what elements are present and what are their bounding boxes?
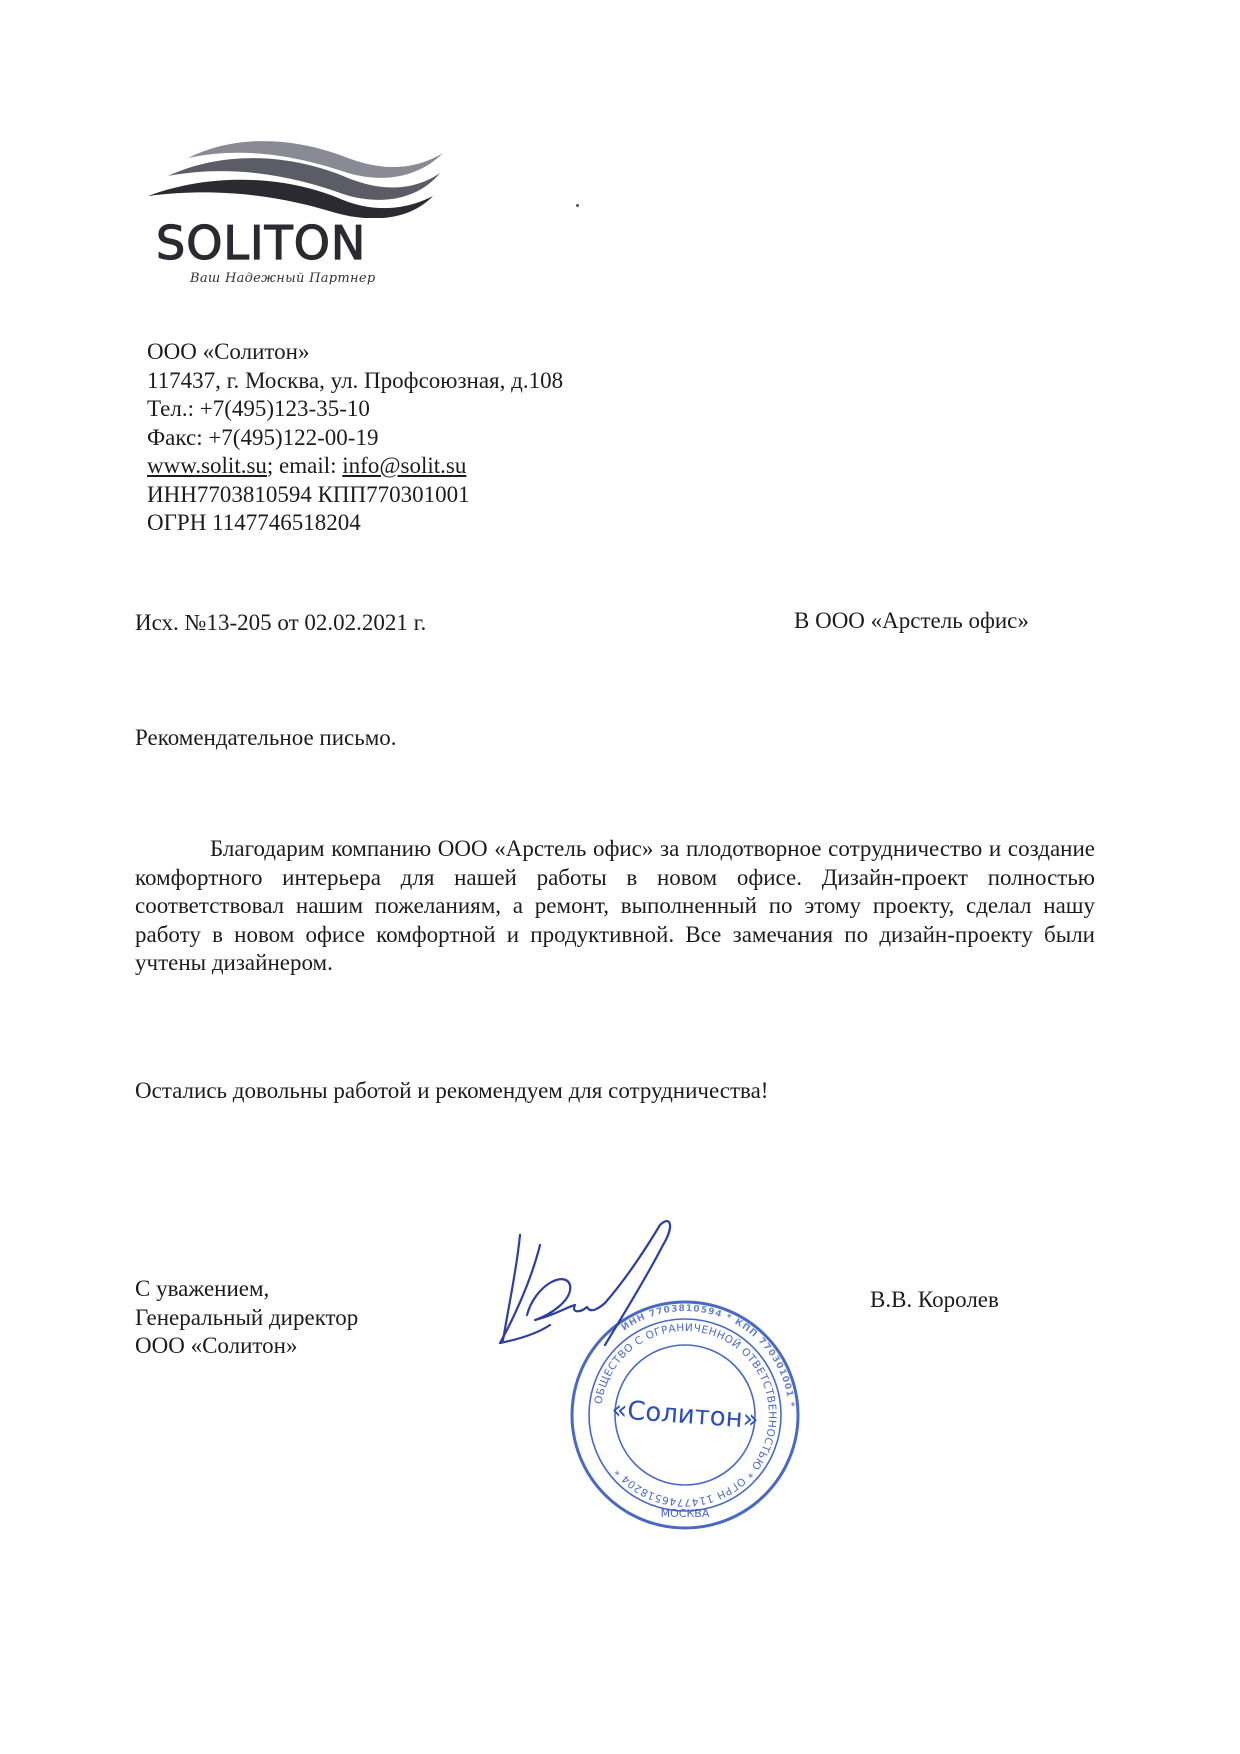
sender-tax-ids: ИНН7703810594 КПП770301001 (147, 481, 470, 507)
stamp-city: МОСКВА (660, 1507, 710, 1520)
sender-phone: Тел.: +7(495)123-35-10 (147, 396, 370, 421)
stamp-center-text: «Солитон» (610, 1394, 760, 1436)
sender-contacts (147, 452, 563, 481)
email-label: ; email: (266, 453, 343, 478)
email-link[interactable]: info@solit.su (342, 453, 467, 478)
handwritten-signature (495, 1215, 705, 1355)
signer-company: ООО «Солитон» (135, 1333, 298, 1358)
regards: С уважением, (135, 1276, 270, 1301)
sender-fax: Факс: +7(495)122-00-19 (147, 424, 379, 450)
signer-name: В.В. Королев (870, 1287, 999, 1312)
outgoing-reference: Исх. №13-205 от 02.02.2021 г. (135, 610, 427, 635)
sender-info (147, 338, 563, 538)
scan-speck (576, 204, 579, 207)
letter-subject: Рекомендательное письмо. (135, 725, 397, 750)
stamp-outer-text: ИНН 7703810594 * КПП 770301001 * (619, 1303, 796, 1409)
sender-ogrn: ОГРН 1147746518204 (147, 510, 361, 535)
logo-wordmark: SOLITON (156, 216, 367, 270)
sender-company: ООО «Солитон» (147, 339, 310, 364)
wave-logo-icon (148, 128, 448, 218)
logo-tagline: Ваш Надежный Партнер (190, 271, 376, 286)
sender-address: 117437, г. Москва, ул. Профсоюзная, д.108 (147, 367, 564, 393)
signer-position: Генеральный директор (135, 1304, 359, 1330)
stamp-ring-text: ОБЩЕСТВО С ОГРАНИЧЕННОЙ ОТВЕТСТВЕННОСТЬЮ * ОГРН 1147746518204 * (592, 1321, 779, 1509)
body-paragraph: Благодарим компанию ООО «Арстель офис» за плодотворное сотрудничество и создание комфортного интерьера для нашей работы в новом офисе. Дизайн-проект полностью соответствовал нашим пожеланиям, а ремонт, выполненный по этому проекту, сделал нашу работу в новом офисе комфортной и продуктивной. Все замечания по дизайн-проекту были учтены дизайнером. (135, 836, 1095, 975)
website-link[interactable]: www.solit.su (147, 453, 267, 478)
addressee: В ООО «Арстель офис» (794, 608, 1029, 633)
signature-block (135, 1275, 358, 1361)
closing-line: Остались довольны работой и рекомендуем для сотрудничества! (135, 1078, 769, 1103)
company-logo (148, 128, 448, 293)
letter-body (135, 835, 1095, 978)
